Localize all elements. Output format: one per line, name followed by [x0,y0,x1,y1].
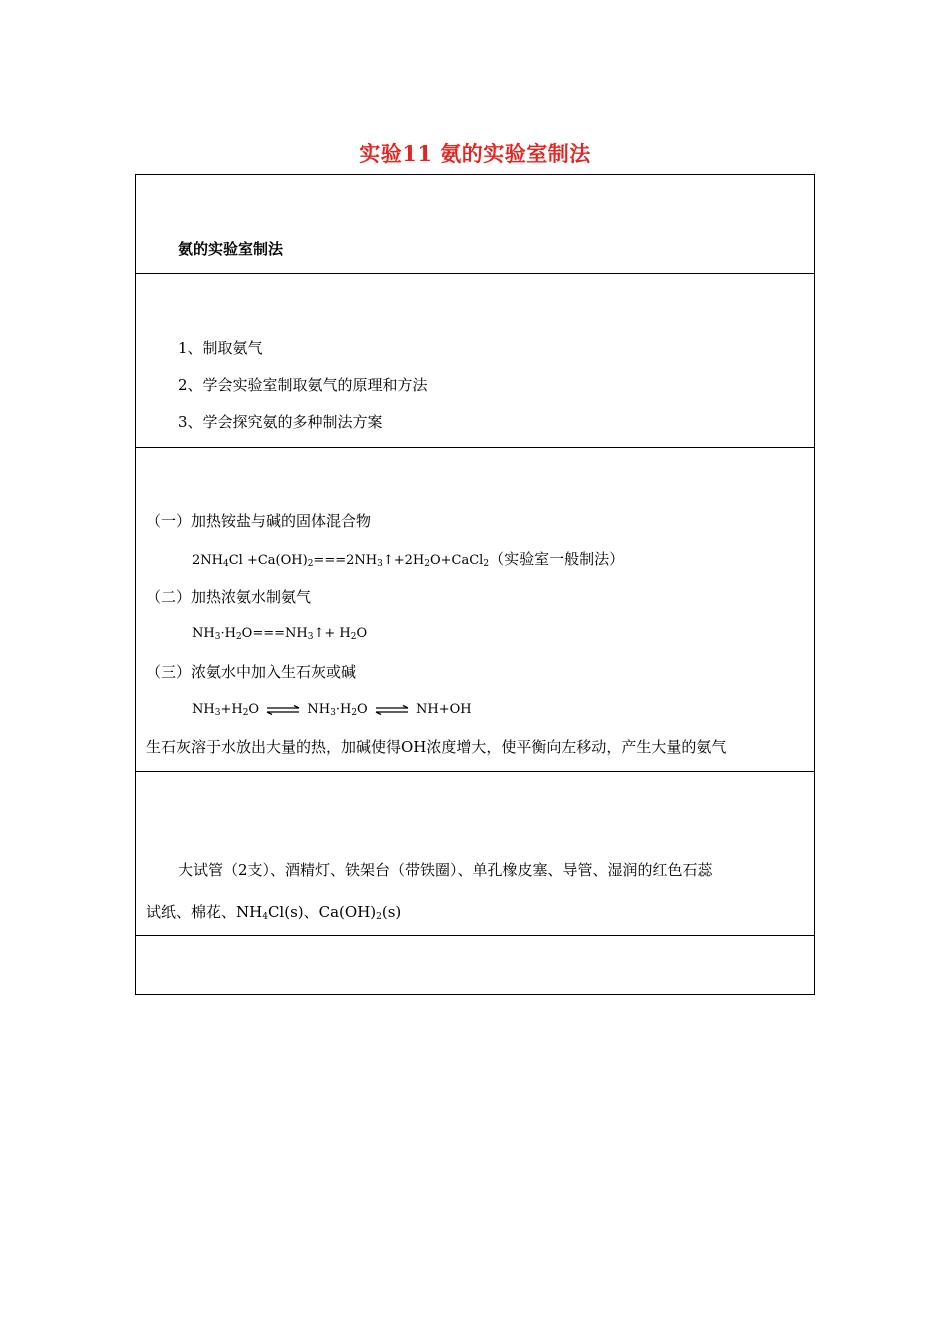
method-1-heading: （一）加热铵盐与碱的固体混合物 [146,512,372,530]
row-materials [136,771,814,935]
materials-line-2: 试纸、棉花、$NH_4Cl(s)$、$Ca(OH)_2(s)$ [146,903,402,922]
method-2-equation: $NH_3\cdot H_2O===NH_3↑+ H_2O$ [192,626,368,642]
page-title: 实验11 氨的实验室制法 [359,141,591,166]
equilibrium-arrow-icon [375,705,409,715]
method-1-equation: $2NH_4Cl$ $+Ca(OH)_2===2NH_3↑+2H_2O+CaCl_2$（实验室一般制法） [192,550,625,569]
method-3-heading: （三）浓氨水中加入生石灰或碱 [146,663,357,681]
row-principles [136,447,814,771]
method-2-heading: （二）加热浓氨水制氨气 [146,588,312,606]
method-3-equation: $NH_3+H_2O$ $NH_3\cdot H_2O$ NH+OH [192,702,472,718]
row-empty [136,935,814,994]
objective-item-3: 3、学会探究氨的多种制法方案 [178,413,383,431]
row-objectives [136,273,814,447]
experiment-table [135,174,815,995]
method-3-explanation: 生石灰溶于水放出大量的热，加碱使得OH浓度增大，使平衡向左移动，产生大量的氨气 [146,738,727,756]
objective-item-2: 2、学会实验室制取氨气的原理和方法 [178,376,428,394]
equilibrium-arrow-icon [266,705,300,715]
objective-item-1: 1、制取氨气 [178,339,263,357]
row-topic [136,175,814,273]
materials-line-1: 大试管（2支）、酒精灯、铁架台（带铁圈）、单孔橡皮塞、导管、湿润的红色石蕊 [178,861,713,879]
topic-heading: 氨的实验室制法 [178,240,284,258]
